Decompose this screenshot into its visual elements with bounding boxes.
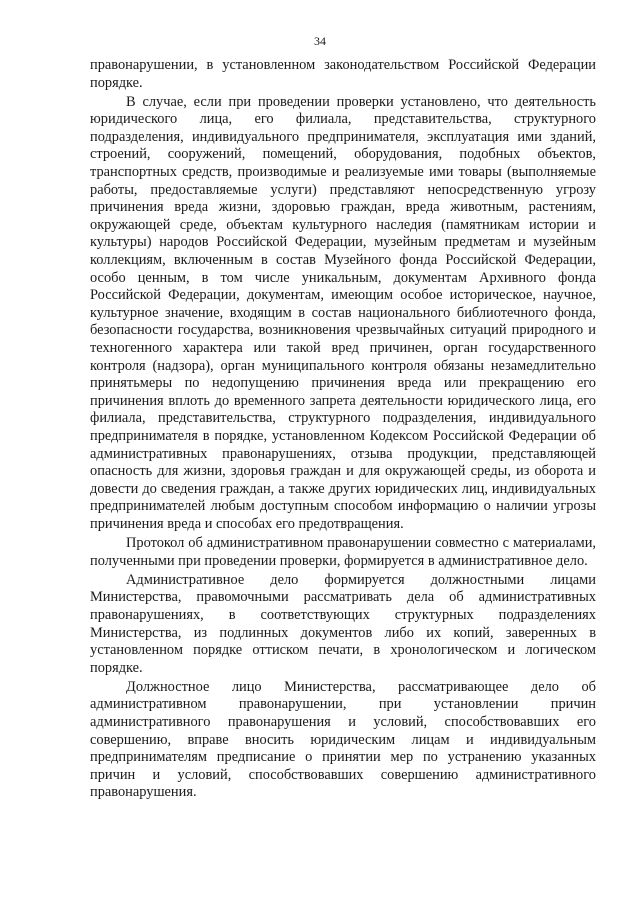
- paragraph-continuation: правонарушении, в установленном законодательством Российской Федерации порядке.: [90, 57, 596, 91]
- paragraph-administrative-case: Административное дело формируется должностными лицами Министерства, правомочными рассматривать дела об административных правонарушениях, в соответствующих структурных подразделениях Министерства, из подлинных документов либо их копий, заверенных в установленном порядке оттиском печати, в хронологическом и логическом порядке.: [90, 571, 596, 676]
- paragraph-protocol: Протокол об административном правонарушении совместно с материалами, полученными при проведении проверки, формируется в административное дело.: [90, 535, 596, 569]
- page-number: 34: [314, 34, 326, 48]
- paragraph-official-prescription: Должностное лицо Министерства, рассматривающее дело об административном правонарушении, при установлении причин административного правонарушения и условий, способствовавших его совершению, вправе вносить юридическим лицам и индивидуальным предпринимателям предписание о принятии мер по устранению указанных причин и условий, способствовавших совершению административного правонарушения.: [90, 678, 596, 801]
- paragraph-threat-measures: В случае, если при проведении проверки установлено, что деятельность юридического лица, его филиала, представительства, структурного подразделения, индивидуального предпринимателя, эксплуатация ими зданий, строений, сооружений, помещений, оборудования, подобных объектов, транспортных средств, производимые и реализуемые ими товары (выполняемые работы, предоставляемые услуги) представляют непосредственную угрозу причинения вреда жизни, здоровью граждан, вреда животным, растениям, окружающей среде, объектам культурного наследия (памятникам истории и культуры) народов Российской Федерации, музейным предметам и музейным коллекциям, включенным в состав Музейного фонда Российской Федерации, особо ценным, в том числе уникальным, документам Архивного фонда Российской Федерации, документам, имеющим особое историческое, научное, культурное значение, входящим в состав национального библиотечного фонда, безопасности государства, возникновения чрезвычайных ситуаций природного и техногенного характера или такой вред причинен, орган государственного контроля (надзора), орган муниципального контроля обязаны незамедлительно принятьмеры по недопущению причинения вреда или прекращению его причинения вплоть до временного запрета деятельности юридического лица, его филиала, представительства, структурного подразделения, индивидуального предпринимателя в порядке, установленном Кодексом Российской Федерации об административных правонарушениях, отзыва продукции, представляющей опасность для жизни, здоровья граждан и для окружающей среды, из оборота и довести до сведения граждан, а также других юридических лиц, индивидуальных предпринимателей любым доступным способом информацию о наличии угрозы причинения вреда и способах его предотвращения.: [90, 93, 596, 532]
- document-body: [90, 57, 596, 802]
